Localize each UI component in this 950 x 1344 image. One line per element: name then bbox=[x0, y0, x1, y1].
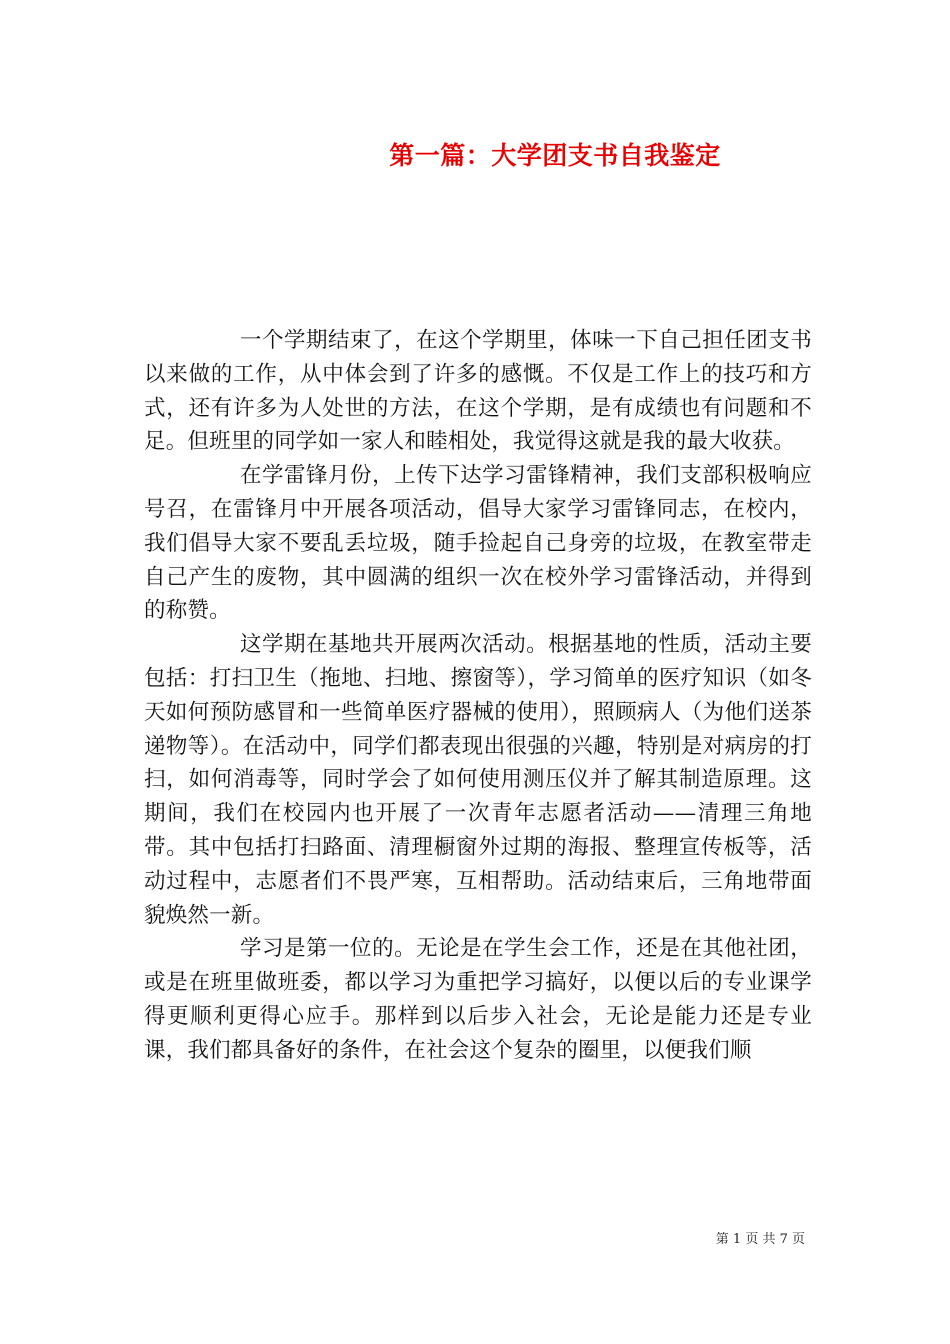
document-title: 第一篇：大学团支书自我鉴定 bbox=[389, 141, 721, 170]
document-body bbox=[144, 324, 812, 1068]
paragraph-leifeng-month: 在学雷锋月份，上传下达学习雷锋精神，我们支部积极响应号召，在雷锋月中开展各项活动，倡导大家学习雷锋同志，在校内，我们倡导大家不要乱丢垃圾，随手捡起自己身旁的垃圾，在教室带走自己产生的废物，其中圆满的组织一次在校外学习雷锋活动，并得到的称赞。 bbox=[144, 463, 812, 624]
paragraph-summary: 一个学期结束了，在这个学期里，体味一下自己担任团支书以来做的工作，从中体会到了许多的感慨。不仅是工作上的技巧和方式，还有许多为人处世的方法，在这个学期，是有成绩也有问题和不足。但班里的同学如一家人和睦相处，我觉得这就是我的最大收获。 bbox=[144, 328, 812, 455]
page-number-footer bbox=[716, 1228, 805, 1247]
page-number-label: 第 1 页 共 7 页 bbox=[715, 1232, 805, 1247]
paragraph-base-activities: 这学期在基地共开展两次活动。根据基地的性质，活动主要包括：打扫卫生（拖地、扫地、擦窗等），学习简单的医疗知识（如冬天如何预防感冒和一些简单医疗器械的使用），照顾病人（为他们送茶递物等）。在活动中，同学们都表现出很强的兴趣，特别是对病房的打扫，如何消毒等，同时学会了如何使用测压仪并了解其制造原理。这期间，我们在校园内也开展了一次青年志愿者活动——清理三角地带。其中包括打扫路面、清理橱窗外过期的海报、整理宣传板等，活动过程中，志愿者们不畏严寒，互相帮助。活动结束后，三角地带面貌焕然一新。 bbox=[144, 632, 812, 928]
paragraph-study-first: 学习是第一位的。无论是在学生会工作，还是在其他社团，或是在班里做班委，都以学习为重把学习搞好，以便以后的专业课学得更顺利更得心应手。那样到以后步入社会，无论是能力还是专业课，我们都具备好的条件，在社会这个复杂的圈里，以便我们顺 bbox=[144, 936, 812, 1063]
